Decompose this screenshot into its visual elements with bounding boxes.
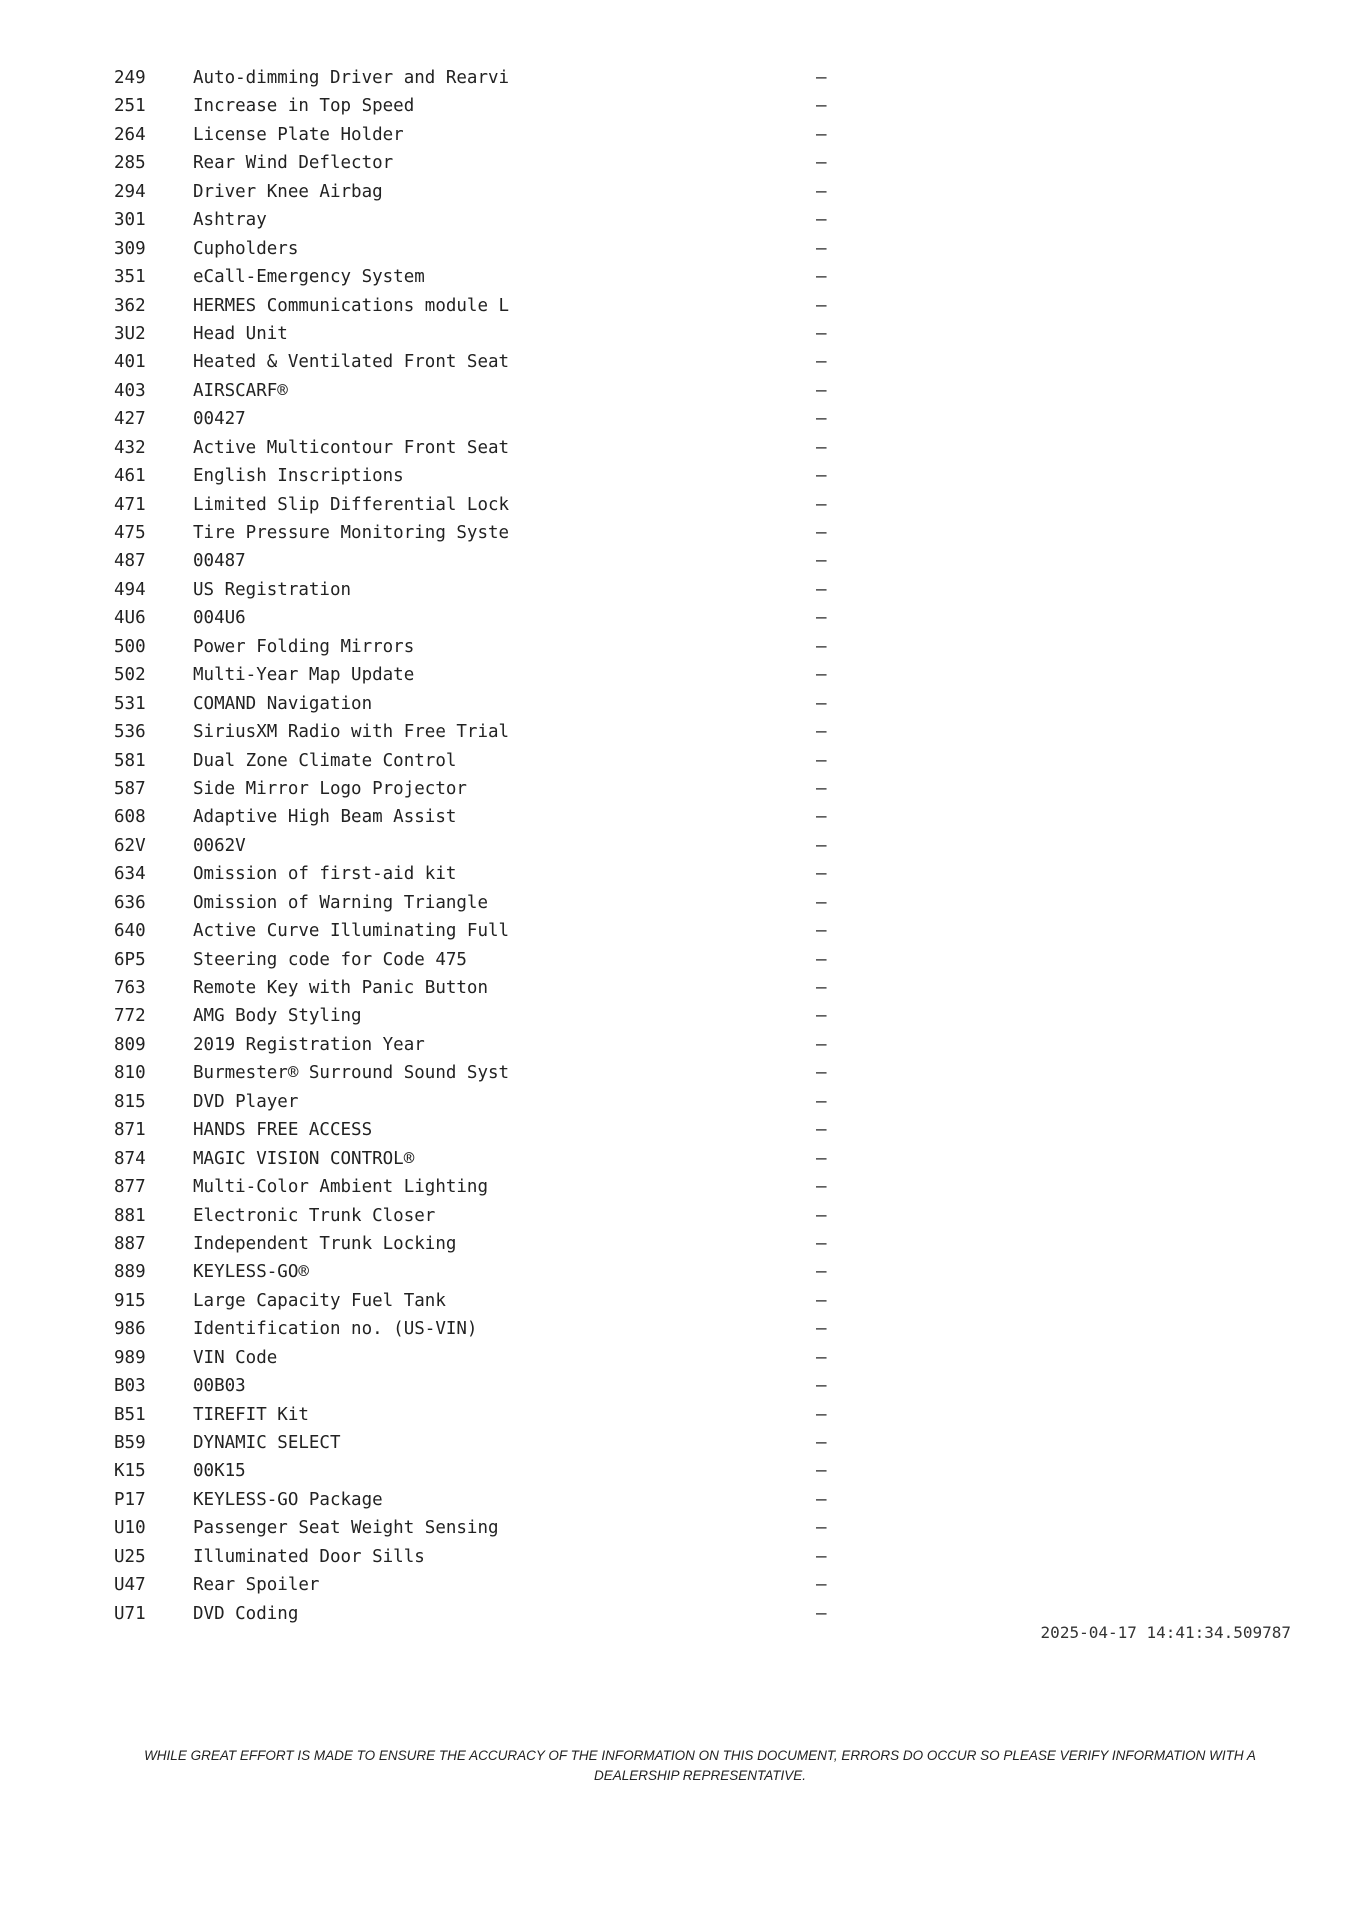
option-value: — bbox=[816, 1489, 827, 1510]
option-code: B51 bbox=[114, 1404, 146, 1425]
option-description: AMG Body Styling bbox=[193, 1006, 362, 1027]
option-description: Passenger Seat Weight Sensing bbox=[193, 1518, 499, 1539]
option-description: KEYLESS-GO® bbox=[193, 1262, 309, 1283]
option-code: 487 bbox=[114, 551, 146, 572]
option-row bbox=[114, 1600, 834, 1628]
option-row bbox=[114, 348, 834, 376]
option-value: — bbox=[816, 778, 827, 799]
option-code: 877 bbox=[114, 1177, 146, 1198]
option-value: — bbox=[816, 949, 827, 970]
option-row bbox=[114, 576, 834, 604]
option-row bbox=[114, 1059, 834, 1087]
option-description: Steering code for Code 475 bbox=[193, 949, 467, 970]
option-code: B59 bbox=[114, 1433, 146, 1453]
option-code: 502 bbox=[114, 665, 146, 686]
option-description: Auto-dimming Driver and Rearvi bbox=[193, 68, 510, 88]
option-value: — bbox=[816, 1034, 827, 1055]
option-code: 581 bbox=[114, 750, 146, 771]
option-description: Head Unit bbox=[193, 323, 288, 344]
option-code: 264 bbox=[114, 124, 146, 145]
option-description: DVD Coding bbox=[193, 1603, 299, 1624]
option-description: SiriusXM Radio with Free Trial bbox=[193, 722, 510, 743]
option-code: 531 bbox=[114, 693, 146, 714]
option-code: 810 bbox=[114, 1063, 146, 1084]
option-code: 608 bbox=[114, 807, 146, 828]
option-code: 889 bbox=[114, 1262, 146, 1283]
option-value: — bbox=[816, 579, 827, 600]
option-row bbox=[114, 889, 834, 917]
option-row bbox=[114, 405, 834, 433]
option-description: Electronic Trunk Closer bbox=[193, 1205, 436, 1226]
option-description: Active Multicontour Front Seat bbox=[193, 437, 510, 458]
option-description: 004U6 bbox=[193, 608, 246, 629]
option-code: U47 bbox=[114, 1575, 146, 1596]
option-code: 871 bbox=[114, 1120, 146, 1141]
option-value: — bbox=[816, 1347, 827, 1368]
option-row bbox=[114, 917, 834, 945]
option-row bbox=[114, 832, 834, 860]
option-description: Omission of Warning Triangle bbox=[193, 892, 489, 913]
option-value: — bbox=[816, 153, 827, 174]
option-code: 432 bbox=[114, 437, 146, 458]
option-description: Rear Spoiler bbox=[193, 1575, 320, 1596]
option-code: 989 bbox=[114, 1347, 146, 1368]
option-code: U10 bbox=[114, 1518, 146, 1539]
option-code: 815 bbox=[114, 1091, 146, 1112]
option-value: — bbox=[816, 1404, 827, 1425]
option-code: 887 bbox=[114, 1233, 146, 1254]
option-code: 874 bbox=[114, 1148, 146, 1169]
option-row bbox=[114, 1002, 834, 1030]
option-row bbox=[114, 1401, 834, 1429]
option-value: — bbox=[816, 466, 827, 487]
option-value: — bbox=[816, 124, 827, 145]
option-description: 00487 bbox=[193, 551, 246, 572]
option-row bbox=[114, 604, 834, 632]
option-row bbox=[114, 292, 834, 320]
option-row bbox=[114, 1344, 834, 1372]
option-description: Multi-Year Map Update bbox=[193, 665, 415, 686]
option-value: — bbox=[816, 1433, 827, 1453]
option-description: Driver Knee Airbag bbox=[193, 181, 383, 202]
option-code: 640 bbox=[114, 921, 146, 942]
option-code: 249 bbox=[114, 68, 146, 88]
option-description: DVD Player bbox=[193, 1091, 299, 1112]
option-description: Ashtray bbox=[193, 210, 267, 231]
option-value: — bbox=[816, 1177, 827, 1198]
option-description: Dual Zone Climate Control bbox=[193, 750, 457, 771]
option-row bbox=[114, 1088, 834, 1116]
option-code: 309 bbox=[114, 238, 146, 259]
option-code: 294 bbox=[114, 181, 146, 202]
option-row bbox=[114, 860, 834, 888]
option-description: Omission of first-aid kit bbox=[193, 864, 457, 885]
option-description: Burmester® Surround Sound Syst bbox=[193, 1063, 510, 1084]
option-code: 461 bbox=[114, 466, 146, 487]
option-row bbox=[114, 690, 834, 718]
option-value: — bbox=[816, 608, 827, 629]
option-code: 763 bbox=[114, 978, 146, 998]
option-row bbox=[114, 1486, 834, 1514]
option-code: 351 bbox=[114, 267, 146, 288]
option-value: — bbox=[816, 1518, 827, 1539]
option-row bbox=[114, 633, 834, 661]
option-row bbox=[114, 235, 834, 263]
option-value: — bbox=[816, 352, 827, 373]
option-row bbox=[114, 1315, 834, 1343]
option-value: — bbox=[816, 238, 827, 259]
option-code: 3U2 bbox=[114, 323, 146, 344]
option-row bbox=[114, 519, 834, 547]
option-row bbox=[114, 178, 834, 206]
option-description: 0062V bbox=[193, 835, 246, 856]
option-row bbox=[114, 320, 834, 348]
option-description: 2019 Registration Year bbox=[193, 1034, 425, 1055]
disclaimer: WHILE GREAT EFFORT IS MADE TO ENSURE THE ACCURACY OF THE INFORMATION ON THIS DOCUMENT, ERRORS DO OCCUR SO PLEASE VERIFY INFORMATION WITH A DEALERSHIP REPRESENTATIVE. bbox=[144, 1748, 1256, 1783]
option-description: 00B03 bbox=[193, 1376, 246, 1397]
option-row bbox=[114, 1173, 834, 1201]
option-row bbox=[114, 803, 834, 831]
option-value: — bbox=[816, 1290, 827, 1311]
option-description: 00427 bbox=[193, 409, 246, 430]
option-value: — bbox=[816, 1148, 827, 1169]
option-row bbox=[114, 206, 834, 234]
option-description: Limited Slip Differential Lock bbox=[193, 494, 510, 515]
option-description: Large Capacity Fuel Tank bbox=[193, 1290, 446, 1311]
option-value: — bbox=[816, 494, 827, 515]
option-description: KEYLESS-GO Package bbox=[193, 1489, 383, 1510]
option-description: US Registration bbox=[193, 579, 352, 600]
option-description: MAGIC VISION CONTROL® bbox=[193, 1148, 415, 1169]
option-code: 4U6 bbox=[114, 608, 146, 629]
option-row bbox=[114, 1571, 834, 1599]
option-value: — bbox=[816, 1603, 827, 1624]
option-description: COMAND Navigation bbox=[193, 693, 373, 714]
option-row bbox=[114, 1116, 834, 1144]
option-row bbox=[114, 434, 834, 462]
option-description: Identification no. (US-VIN) bbox=[193, 1319, 478, 1340]
option-row bbox=[114, 747, 834, 775]
option-row bbox=[114, 1145, 834, 1173]
option-code: 772 bbox=[114, 1006, 146, 1027]
option-code: 587 bbox=[114, 778, 146, 799]
option-value: — bbox=[816, 1006, 827, 1027]
option-row bbox=[114, 1258, 834, 1286]
option-row bbox=[114, 775, 834, 803]
option-value: — bbox=[816, 96, 827, 117]
option-code: 62V bbox=[114, 835, 146, 856]
option-row bbox=[114, 1202, 834, 1230]
option-value: — bbox=[816, 181, 827, 202]
option-row bbox=[114, 1372, 834, 1400]
option-description: Adaptive High Beam Assist bbox=[193, 807, 457, 828]
options-list bbox=[114, 64, 834, 1628]
option-value: — bbox=[816, 1546, 827, 1567]
option-value: — bbox=[816, 437, 827, 458]
timestamp: 2025-04-17 14:41:34.509787 bbox=[1040, 1623, 1291, 1642]
option-description: Independent Trunk Locking bbox=[193, 1233, 457, 1254]
option-description: Power Folding Mirrors bbox=[193, 636, 415, 657]
option-description: TIREFIT Kit bbox=[193, 1404, 309, 1425]
option-description: eCall-Emergency System bbox=[193, 267, 425, 288]
option-value: — bbox=[816, 323, 827, 344]
option-row bbox=[114, 974, 834, 1002]
option-code: 881 bbox=[114, 1205, 146, 1226]
option-code: 494 bbox=[114, 579, 146, 600]
option-description: License Plate Holder bbox=[193, 124, 404, 145]
option-code: K15 bbox=[114, 1461, 146, 1482]
option-value: — bbox=[816, 1376, 827, 1397]
option-description: Multi-Color Ambient Lighting bbox=[193, 1177, 489, 1198]
option-code: P17 bbox=[114, 1489, 146, 1510]
option-value: — bbox=[816, 1205, 827, 1226]
option-code: 6P5 bbox=[114, 949, 146, 970]
option-value: — bbox=[816, 636, 827, 657]
option-row bbox=[114, 121, 834, 149]
option-description: HANDS FREE ACCESS bbox=[193, 1120, 373, 1141]
option-code: 471 bbox=[114, 494, 146, 515]
option-code: 427 bbox=[114, 409, 146, 430]
option-value: — bbox=[816, 295, 827, 316]
option-row bbox=[114, 377, 834, 405]
option-code: 536 bbox=[114, 722, 146, 743]
option-value: — bbox=[816, 1319, 827, 1340]
option-value: — bbox=[816, 409, 827, 430]
option-description: Remote Key with Panic Button bbox=[193, 978, 489, 998]
option-description: Heated & Ventilated Front Seat bbox=[193, 352, 510, 373]
option-row bbox=[114, 1287, 834, 1315]
option-value: — bbox=[816, 722, 827, 743]
option-code: 251 bbox=[114, 96, 146, 117]
option-row bbox=[114, 491, 834, 519]
option-row bbox=[114, 661, 834, 689]
option-value: — bbox=[816, 750, 827, 771]
option-row bbox=[114, 1457, 834, 1485]
option-value: — bbox=[816, 1233, 827, 1254]
option-description: Illuminated Door Sills bbox=[193, 1546, 425, 1567]
option-value: — bbox=[816, 892, 827, 913]
option-value: — bbox=[816, 921, 827, 942]
option-description: HERMES Communications module L bbox=[193, 295, 510, 316]
option-row bbox=[114, 1031, 834, 1059]
option-code: B03 bbox=[114, 1376, 146, 1397]
option-row bbox=[114, 462, 834, 490]
option-value: — bbox=[816, 1575, 827, 1596]
option-value: — bbox=[816, 68, 827, 88]
option-description: Active Curve Illuminating Full bbox=[193, 921, 510, 942]
option-description: Tire Pressure Monitoring Syste bbox=[193, 523, 510, 543]
option-value: — bbox=[816, 693, 827, 714]
option-row bbox=[114, 263, 834, 291]
option-value: — bbox=[816, 835, 827, 856]
option-description: Side Mirror Logo Projector bbox=[193, 778, 467, 799]
option-value: — bbox=[816, 807, 827, 828]
option-description: AIRSCARF® bbox=[193, 380, 288, 401]
option-value: — bbox=[816, 551, 827, 572]
option-value: — bbox=[816, 210, 827, 231]
option-code: 401 bbox=[114, 352, 146, 373]
option-description: Cupholders bbox=[193, 238, 299, 259]
option-row bbox=[114, 1543, 834, 1571]
option-description: 00K15 bbox=[193, 1461, 246, 1482]
option-value: — bbox=[816, 1262, 827, 1283]
option-row bbox=[114, 1514, 834, 1542]
option-value: — bbox=[816, 1091, 827, 1112]
option-row bbox=[114, 92, 834, 120]
option-code: 915 bbox=[114, 1290, 146, 1311]
option-code: U25 bbox=[114, 1546, 146, 1567]
option-value: — bbox=[816, 864, 827, 885]
option-code: 301 bbox=[114, 210, 146, 231]
option-row bbox=[114, 149, 834, 177]
option-value: — bbox=[816, 1120, 827, 1141]
option-row bbox=[114, 547, 834, 575]
option-row bbox=[114, 718, 834, 746]
option-code: 500 bbox=[114, 636, 146, 657]
option-value: — bbox=[816, 523, 827, 543]
option-row bbox=[114, 64, 834, 92]
option-description: DYNAMIC SELECT bbox=[193, 1433, 341, 1453]
option-code: 809 bbox=[114, 1034, 146, 1055]
option-value: — bbox=[816, 1063, 827, 1084]
option-code: 403 bbox=[114, 380, 146, 401]
option-row bbox=[114, 946, 834, 974]
option-code: 636 bbox=[114, 892, 146, 913]
option-code: U71 bbox=[114, 1603, 146, 1624]
option-row bbox=[114, 1230, 834, 1258]
option-row bbox=[114, 1429, 834, 1457]
option-code: 362 bbox=[114, 295, 146, 316]
option-value: — bbox=[816, 1461, 827, 1482]
option-description: Increase in Top Speed bbox=[193, 96, 415, 117]
option-value: — bbox=[816, 978, 827, 998]
option-description: Rear Wind Deflector bbox=[193, 153, 394, 174]
option-code: 285 bbox=[114, 153, 146, 174]
option-value: — bbox=[816, 380, 827, 401]
option-description: English Inscriptions bbox=[193, 466, 404, 487]
option-code: 475 bbox=[114, 523, 146, 543]
option-value: — bbox=[816, 665, 827, 686]
option-code: 986 bbox=[114, 1319, 146, 1340]
option-description: VIN Code bbox=[193, 1347, 278, 1368]
option-code: 634 bbox=[114, 864, 146, 885]
option-value: — bbox=[816, 267, 827, 288]
